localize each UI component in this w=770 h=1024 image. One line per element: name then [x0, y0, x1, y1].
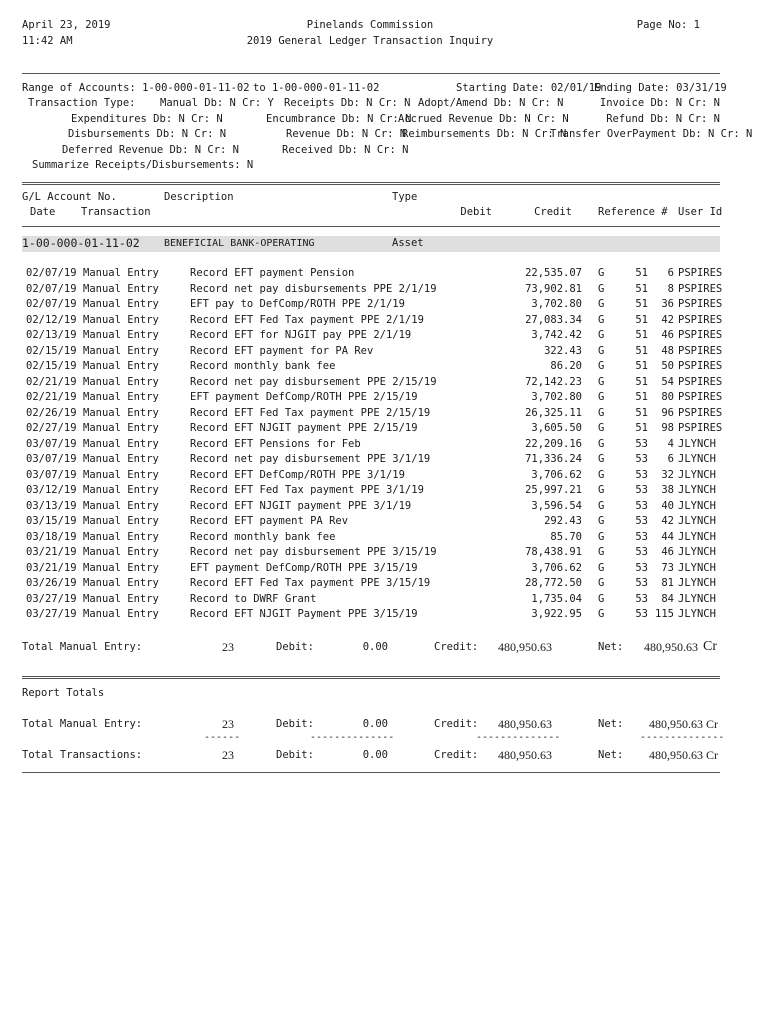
row-batch: 53 — [635, 561, 648, 574]
column-divider — [22, 226, 720, 227]
invoice-filter: Invoice Db: N Cr: N — [599, 97, 720, 109]
row-date: 03/07/19 — [26, 468, 77, 481]
row-batch: 53 — [635, 608, 648, 620]
row-credit: 3,605.50 — [531, 422, 582, 434]
row-sequence: 80 — [661, 391, 674, 403]
report-transactions-debit: 0.00 — [362, 749, 388, 761]
row-description: Record EFT Fed Tax payment PPE 3/15/19 — [190, 577, 431, 589]
transfer-overpayment-filter: Transfer OverPayment Db: N Cr: N — [550, 128, 753, 140]
table-row — [0, 468, 770, 484]
received-filter: Received Db: N Cr: N — [282, 144, 409, 156]
row-date: 02/13/19 — [26, 329, 77, 341]
row-user-id: PSPIRES — [678, 298, 723, 310]
row-date: 02/12/19 — [26, 313, 77, 326]
criteria-divider — [22, 182, 720, 185]
table-row — [0, 406, 770, 422]
account-total-net: 480,950.63 — [644, 640, 698, 654]
row-ledger-code: G — [598, 422, 605, 434]
row-transaction: Manual Entry — [83, 484, 159, 496]
row-sequence: 42 — [661, 313, 674, 326]
deferred-revenue-filter: Deferred Revenue Db: N Cr: N — [62, 144, 240, 156]
row-batch: 51 — [635, 298, 648, 310]
row-sequence: 6 — [667, 453, 674, 465]
report-transactions-credit-label: Credit: — [434, 749, 479, 761]
row-ledger-code: G — [598, 344, 605, 357]
col-description: Description — [164, 191, 234, 203]
row-ledger-code: G — [598, 608, 605, 620]
row-date: 03/15/19 — [26, 515, 77, 527]
row-user-id: JLYNCH — [678, 515, 716, 527]
row-batch: 51 — [635, 360, 648, 372]
report-title: 2019 General Ledger Transaction Inquiry — [246, 35, 494, 47]
receipts-filter: Receipts Db: N Cr: N — [284, 97, 411, 109]
header-divider — [22, 73, 720, 74]
report-transactions-count: 23 — [222, 748, 234, 762]
row-user-id: JLYNCH — [678, 530, 716, 543]
row-ledger-code: G — [598, 530, 605, 543]
row-transaction: Manual Entry — [83, 437, 159, 450]
report-transactions-credit: 480,950.63 — [498, 748, 552, 762]
row-user-id: PSPIRES — [678, 267, 723, 279]
row-transaction: Manual Entry — [83, 577, 159, 589]
table-row — [0, 452, 770, 468]
row-date: 03/27/19 — [26, 592, 77, 605]
row-user-id: JLYNCH — [678, 499, 716, 512]
account-total-label: Total Manual Entry: — [22, 641, 143, 653]
row-description: Record net pay disbursements PPE 2/1/19 — [190, 282, 437, 295]
row-description: Record EFT NJGIT Payment PPE 3/15/19 — [190, 608, 418, 620]
row-credit: 3,706.62 — [531, 561, 582, 574]
row-description: Record EFT Fed Tax payment PPE 2/15/19 — [190, 406, 431, 419]
row-sequence: 48 — [661, 344, 674, 357]
range-from: Range of Accounts: 1-00-000-01-11-02 — [22, 82, 250, 94]
row-transaction: Manual Entry — [83, 344, 159, 357]
row-batch: 53 — [635, 468, 648, 481]
row-transaction: Manual Entry — [83, 592, 159, 605]
net-underline: -------------- — [640, 732, 725, 743]
row-user-id: PSPIRES — [678, 391, 723, 403]
row-description: Record net pay disbursement PPE 2/15/19 — [190, 375, 437, 388]
row-date: 03/12/19 — [26, 484, 77, 496]
row-credit: 3,702.80 — [531, 298, 582, 310]
row-date: 02/15/19 — [26, 360, 77, 372]
row-transaction: Manual Entry — [83, 499, 159, 512]
row-batch: 53 — [635, 546, 648, 558]
row-description: Record EFT payment Pension — [190, 267, 355, 279]
table-row — [0, 344, 770, 360]
row-user-id: JLYNCH — [678, 592, 716, 605]
row-credit: 22,535.07 — [525, 267, 582, 279]
row-ledger-code: G — [598, 437, 605, 450]
row-sequence: 96 — [661, 406, 674, 419]
range-to: to 1-00-000-01-11-02 — [253, 82, 380, 94]
row-description: Record EFT DefComp/ROTH PPE 3/1/19 — [190, 468, 405, 481]
summarize-filter: Summarize Receipts/Disbursements: N — [32, 159, 254, 171]
table-row — [0, 545, 770, 561]
row-batch: 51 — [635, 344, 648, 357]
row-user-id: PSPIRES — [678, 329, 723, 341]
row-date: 03/07/19 — [26, 453, 77, 465]
row-batch: 53 — [635, 437, 648, 450]
row-ledger-code: G — [598, 515, 605, 527]
report-time: 11:42 AM — [22, 35, 73, 47]
row-transaction: Manual Entry — [83, 515, 159, 527]
row-batch: 53 — [635, 577, 648, 589]
row-ledger-code: G — [598, 468, 605, 481]
row-ledger-code: G — [598, 577, 605, 589]
account-total-credit: 480,950.63 — [498, 640, 552, 654]
row-description: Record EFT Fed Tax payment PPE 2/1/19 — [190, 313, 424, 326]
revenue-filter: Revenue Db: N Cr: N — [286, 128, 407, 140]
row-description: Record EFT NJGIT payment PPE 3/1/19 — [190, 499, 412, 512]
row-transaction: Manual Entry — [83, 453, 159, 465]
report-manual-count: 23 — [222, 717, 234, 731]
adopt-amend-filter: Adopt/Amend Db: N Cr: N — [418, 97, 564, 109]
row-ledger-code: G — [598, 561, 605, 574]
row-ledger-code: G — [598, 298, 605, 310]
credit-underline: -------------- — [476, 732, 561, 743]
row-sequence: 40 — [661, 499, 674, 512]
col-reference: Reference # — [598, 206, 668, 218]
row-user-id: JLYNCH — [678, 577, 716, 589]
row-sequence: 44 — [661, 530, 674, 543]
row-sequence: 115 — [655, 608, 674, 620]
col-user-id: User Id — [678, 206, 723, 218]
row-transaction: Manual Entry — [83, 608, 159, 620]
row-credit: 3,702.80 — [531, 391, 582, 403]
row-credit: 3,922.95 — [531, 608, 582, 620]
row-transaction: Manual Entry — [83, 422, 159, 434]
table-row — [0, 514, 770, 530]
row-batch: 51 — [635, 267, 648, 279]
disbursements-filter: Disbursements Db: N Cr: N — [68, 128, 227, 140]
row-credit: 71,336.24 — [525, 453, 582, 465]
row-transaction: Manual Entry — [83, 282, 159, 295]
row-date: 02/07/19 — [26, 282, 77, 295]
row-sequence: 50 — [661, 360, 674, 372]
table-row — [0, 483, 770, 499]
report-manual-credit-label: Credit: — [434, 718, 479, 730]
row-transaction: Manual Entry — [83, 530, 159, 543]
row-date: 02/21/19 — [26, 391, 77, 403]
debit-underline: -------------- — [310, 732, 395, 743]
transaction-type-label: Transaction Type: — [28, 97, 136, 109]
row-user-id: PSPIRES — [678, 422, 723, 434]
row-batch: 51 — [635, 329, 648, 341]
row-user-id: PSPIRES — [678, 282, 723, 295]
count-underline: ------ — [204, 732, 241, 743]
account-type: Asset — [392, 237, 424, 249]
col-debit: Debit — [460, 206, 492, 218]
row-user-id: JLYNCH — [678, 453, 716, 465]
row-user-id: JLYNCH — [678, 608, 716, 620]
row-user-id: JLYNCH — [678, 561, 716, 574]
row-ledger-code: G — [598, 313, 605, 326]
row-ledger-code: G — [598, 406, 605, 419]
table-row — [0, 375, 770, 391]
row-user-id: PSPIRES — [678, 313, 723, 326]
page-number: Page No: 1 — [636, 19, 700, 31]
totals-divider — [22, 676, 720, 679]
reimbursements-filter: Reimbursements Db: N Cr: N — [402, 128, 567, 140]
report-transactions-debit-label: Debit: — [276, 749, 314, 761]
table-row — [0, 328, 770, 344]
row-sequence: 46 — [661, 329, 674, 341]
row-credit: 3,706.62 — [531, 468, 582, 481]
report-date: April 23, 2019 — [22, 19, 111, 31]
row-description: EFT pay to DefComp/ROTH PPE 2/1/19 — [190, 298, 405, 310]
row-sequence: 73 — [661, 561, 674, 574]
row-credit: 28,772.50 — [525, 577, 582, 589]
row-description: Record to DWRF Grant — [190, 592, 317, 605]
report-bottom-divider — [22, 772, 720, 773]
row-batch: 51 — [635, 391, 648, 403]
row-ledger-code: G — [598, 329, 605, 341]
refund-filter: Refund Db: N Cr: N — [606, 113, 720, 125]
table-row — [0, 561, 770, 577]
account-number: 1-00-000-01-11-02 — [22, 236, 140, 250]
row-description: Record EFT NJGIT payment PPE 2/15/19 — [190, 422, 418, 434]
row-date: 03/26/19 — [26, 577, 77, 589]
account-total-net-label: Net: — [598, 641, 624, 653]
table-row — [0, 530, 770, 546]
starting-date: Starting Date: 02/01/19 — [456, 82, 602, 94]
row-description: EFT payment DefComp/ROTH PPE 2/15/19 — [190, 391, 418, 403]
row-ledger-code: G — [598, 546, 605, 558]
table-row — [0, 282, 770, 298]
row-credit: 292.43 — [544, 515, 582, 527]
row-transaction: Manual Entry — [83, 406, 159, 419]
encumbrance-filter: Encumbrance Db: N Cr: N — [266, 113, 412, 125]
row-ledger-code: G — [598, 592, 605, 605]
row-batch: 51 — [635, 422, 648, 434]
row-transaction: Manual Entry — [83, 298, 159, 310]
row-sequence: 84 — [661, 592, 674, 605]
report-manual-net-label: Net: — [598, 718, 624, 730]
row-transaction: Manual Entry — [83, 329, 159, 341]
row-transaction: Manual Entry — [83, 267, 159, 279]
account-total-credit-label: Credit: — [434, 641, 479, 653]
row-sequence: 46 — [661, 546, 674, 558]
ending-date: Ending Date: 03/31/19 — [594, 82, 727, 94]
row-description: EFT payment DefComp/ROTH PPE 3/15/19 — [190, 561, 418, 574]
row-batch: 53 — [635, 530, 648, 543]
row-transaction: Manual Entry — [83, 375, 159, 388]
row-transaction: Manual Entry — [83, 360, 159, 372]
col-account-no: G/L Account No. — [22, 191, 117, 203]
row-user-id: JLYNCH — [678, 437, 716, 450]
row-batch: 53 — [635, 453, 648, 465]
row-ledger-code: G — [598, 499, 605, 512]
row-user-id: JLYNCH — [678, 546, 716, 558]
row-batch: 51 — [635, 313, 648, 326]
table-row — [0, 592, 770, 608]
row-credit: 73,902.81 — [525, 282, 582, 295]
row-sequence: 98 — [661, 422, 674, 434]
report-transactions-label: Total Transactions: — [22, 749, 143, 761]
row-credit: 3,742.42 — [531, 329, 582, 341]
row-description: Record EFT Fed Tax payment PPE 3/1/19 — [190, 484, 424, 496]
table-row — [0, 576, 770, 592]
row-credit: 27,083.34 — [525, 313, 582, 326]
row-ledger-code: G — [598, 453, 605, 465]
row-ledger-code: G — [598, 267, 605, 279]
col-date: Date — [30, 206, 56, 218]
row-ledger-code: G — [598, 360, 605, 372]
col-credit: Credit — [534, 206, 572, 218]
row-transaction: Manual Entry — [83, 468, 159, 481]
account-total-count: 23 — [222, 640, 234, 654]
row-date: 02/27/19 — [26, 422, 77, 434]
report-manual-debit-label: Debit: — [276, 718, 314, 730]
row-batch: 53 — [635, 499, 648, 512]
row-sequence: 6 — [667, 267, 674, 279]
row-user-id: JLYNCH — [678, 484, 716, 496]
report-totals-heading: Report Totals — [22, 687, 105, 699]
row-batch: 53 — [635, 592, 648, 605]
row-description: Record monthly bank fee — [190, 530, 336, 543]
account-total-net-suffix: Cr — [703, 639, 717, 654]
row-sequence: 54 — [661, 375, 674, 388]
table-row — [0, 266, 770, 282]
row-credit: 78,438.91 — [525, 546, 582, 558]
report-manual-debit: 0.00 — [362, 718, 388, 730]
table-row — [0, 421, 770, 437]
row-date: 02/26/19 — [26, 406, 77, 419]
row-credit: 322.43 — [544, 344, 582, 357]
row-date: 03/07/19 — [26, 437, 77, 450]
row-transaction: Manual Entry — [83, 313, 159, 326]
row-credit: 85.70 — [550, 530, 582, 543]
table-row — [0, 297, 770, 313]
row-description: Record EFT payment PA Rev — [190, 515, 349, 527]
row-credit: 3,596.54 — [531, 499, 582, 512]
row-credit: 25,997.21 — [525, 484, 582, 496]
row-user-id: PSPIRES — [678, 360, 723, 372]
account-total-debit-label: Debit: — [276, 641, 314, 653]
row-sequence: 36 — [661, 298, 674, 310]
row-credit: 86.20 — [550, 360, 582, 372]
row-credit: 1,735.04 — [531, 592, 582, 605]
row-sequence: 8 — [667, 282, 674, 295]
row-batch: 51 — [635, 406, 648, 419]
organization-name: Pinelands Commission — [306, 19, 434, 31]
row-credit: 22,209.16 — [525, 437, 582, 450]
table-row — [0, 499, 770, 515]
expenditures-filter: Expenditures Db: N Cr: N — [71, 113, 223, 125]
row-batch: 51 — [635, 282, 648, 295]
row-user-id: JLYNCH — [678, 468, 716, 481]
account-total-debit: 0.00 — [362, 641, 388, 653]
row-sequence: 32 — [661, 468, 674, 481]
table-row — [0, 607, 770, 623]
row-user-id: PSPIRES — [678, 344, 723, 357]
manual-filter: Manual Db: N Cr: Y — [160, 97, 274, 109]
row-date: 02/15/19 — [26, 344, 77, 357]
row-description: Record net pay disbursement PPE 3/15/19 — [190, 546, 437, 558]
report-manual-net: 480,950.63 Cr — [649, 717, 718, 731]
row-transaction: Manual Entry — [83, 561, 159, 574]
table-row — [0, 313, 770, 329]
row-credit: 26,325.11 — [525, 406, 582, 419]
table-row — [0, 359, 770, 375]
table-row — [0, 437, 770, 453]
row-ledger-code: G — [598, 282, 605, 295]
accrued-revenue-filter: Accrued Revenue Db: N Cr: N — [398, 113, 569, 125]
row-description: Record EFT Pensions for Feb — [190, 437, 361, 450]
row-sequence: 4 — [667, 437, 674, 450]
row-ledger-code: G — [598, 484, 605, 496]
report-manual-label: Total Manual Entry: — [22, 718, 143, 730]
row-transaction: Manual Entry — [83, 546, 159, 558]
report-transactions-net-label: Net: — [598, 749, 624, 761]
row-date: 03/13/19 — [26, 499, 77, 512]
row-transaction: Manual Entry — [83, 391, 159, 403]
row-description: Record net pay disbursement PPE 3/1/19 — [190, 453, 431, 465]
table-row — [0, 390, 770, 406]
row-date: 02/21/19 — [26, 375, 77, 388]
row-ledger-code: G — [598, 391, 605, 403]
row-batch: 51 — [635, 375, 648, 388]
row-date: 03/21/19 — [26, 561, 77, 574]
row-description: Record EFT for NJGIT pay PPE 2/1/19 — [190, 329, 412, 341]
col-type: Type — [392, 191, 418, 203]
row-date: 02/07/19 — [26, 267, 77, 279]
row-date: 02/07/19 — [26, 298, 77, 310]
report-manual-credit: 480,950.63 — [498, 717, 552, 731]
row-date: 03/27/19 — [26, 608, 77, 620]
row-credit: 72,142.23 — [525, 375, 582, 388]
account-name: BENEFICIAL BANK-OPERATING — [164, 238, 315, 249]
row-ledger-code: G — [598, 375, 605, 388]
row-sequence: 42 — [661, 515, 674, 527]
row-description: Record EFT payment for PA Rev — [190, 344, 374, 357]
row-batch: 53 — [635, 515, 648, 527]
row-user-id: PSPIRES — [678, 406, 723, 419]
col-transaction: Transaction — [81, 206, 151, 218]
row-sequence: 81 — [661, 577, 674, 589]
row-user-id: PSPIRES — [678, 375, 723, 388]
row-sequence: 38 — [661, 484, 674, 496]
report-transactions-net: 480,950.63 Cr — [649, 748, 718, 762]
row-date: 03/21/19 — [26, 546, 77, 558]
row-description: Record monthly bank fee — [190, 360, 336, 372]
row-batch: 53 — [635, 484, 648, 496]
row-date: 03/18/19 — [26, 530, 77, 543]
